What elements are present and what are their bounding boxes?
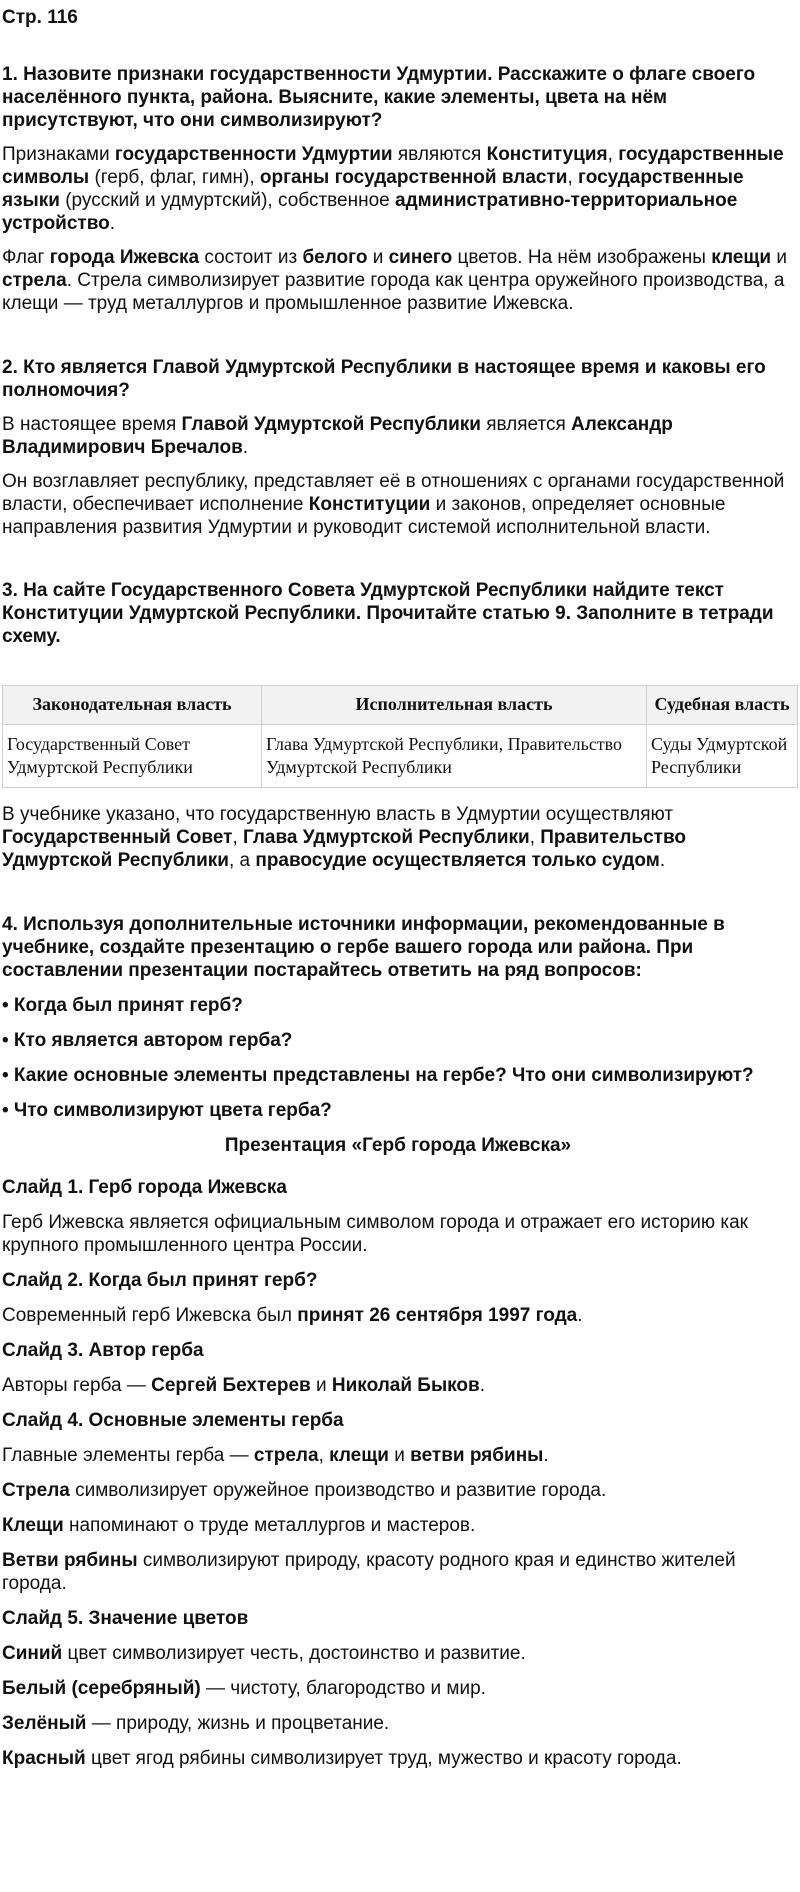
bold-text: клещи [329, 1445, 389, 1466]
table-header-cell: Судебная власть [647, 686, 798, 725]
bold-text: административно-территориальное устройство [2, 190, 738, 234]
slide-3-title: Слайд 3. Автор герба [2, 1340, 204, 1361]
text-run: цвет символизирует честь, достоинство и развитие. [62, 1643, 526, 1664]
bullet-item: • Какие основные элементы представлены на гербе? Что они символизируют? [2, 1065, 754, 1086]
text-run: . [479, 1375, 486, 1396]
text-run: , [318, 1445, 330, 1466]
slide-4-title: Слайд 4. Основные элементы герба [2, 1410, 344, 1431]
bullet-item: • Что символизируют цвета герба? [2, 1100, 332, 1121]
slide-2-title: Слайд 2. Когда был принят герб? [2, 1270, 318, 1291]
text-run: и законов, определяет основные направления развития Удмуртии и руководит системой исполнительной власти. [2, 494, 726, 538]
text-run: — чистоту, благородство и мир. [200, 1678, 486, 1699]
question-3: 3. На сайте Государственного Совета Удмуртской Республики найдите текст Конституции Удмуртской Республики. Прочитайте статью 9. Заполните в тетради схему. [2, 580, 774, 647]
text-run: цветов. На нём изображены [452, 247, 712, 268]
bold-text: Белый (серебряный) [2, 1678, 201, 1699]
power-branches-table [2, 685, 798, 788]
table-cell: Государственный Совет Удмуртской Республики [3, 725, 262, 788]
bullet-item: • Когда был принят герб? [2, 995, 243, 1016]
table-cell: Глава Удмуртской Республики, Правительство Удмуртской Республики [262, 725, 647, 788]
bold-text: стрела [253, 1445, 319, 1466]
text-run: . [543, 1445, 549, 1466]
bold-text: принят 26 сентября 1997 года [297, 1305, 578, 1326]
bold-text: государственности Удмуртии [114, 144, 393, 165]
slide-5-text [2, 1747, 794, 1770]
bold-text: Ветви рябины [2, 1550, 138, 1571]
bold-text: Государственный Совет [2, 827, 233, 848]
text-run: . Стрела символизирует развитие города как центра оружейного производства, а клещи — труд металлургов и промышленное развитие Ижевска. [2, 270, 785, 314]
slide-2-text [2, 1304, 794, 1327]
question-2: 2. Кто является Главой Удмуртской Республики в настоящее время и каковы его полномочия? [2, 357, 766, 401]
text-run: . [109, 213, 116, 234]
slide-1-text [2, 1211, 794, 1257]
bold-text: Зелёный [2, 1713, 87, 1734]
bold-text: Конституция [486, 144, 608, 165]
answer-2-paragraph-1 [2, 413, 794, 459]
bold-text: ветви рябины [410, 1445, 544, 1466]
text-run: В учебнике указано, что государственную власть в Удмуртии осуществляют [2, 804, 674, 825]
bold-text: Сергей Бехтерев [151, 1375, 311, 1396]
slide-5-text [2, 1712, 794, 1735]
bullet-item: • Кто является автором герба? [2, 1030, 293, 1051]
text-run: . [577, 1305, 583, 1326]
bold-text: органы государственной власти [259, 167, 568, 188]
table-header-cell: Исполнительная власть [262, 686, 647, 725]
text-run: являются [392, 144, 487, 165]
page-number: Стр. 116 [2, 7, 78, 28]
answer-3-paragraph [2, 803, 794, 872]
bold-text: Главой Удмуртской Республики [181, 414, 481, 435]
text-run: Авторы герба — [2, 1375, 152, 1396]
answer-1-paragraph-1 [2, 143, 794, 235]
text-run: Современный герб Ижевска был [2, 1305, 298, 1326]
bold-text: Стрела [2, 1480, 70, 1501]
bold-text: Глава Удмуртской Республики [243, 827, 530, 848]
text-run: , [529, 827, 541, 848]
bold-text: города Ижевска [49, 247, 200, 268]
text-run: напоминают о труде металлургов и мастеров. [63, 1515, 476, 1536]
text-run: символизируют природу, красоту родного края и единство жителей города. [2, 1550, 736, 1594]
slide-4-text [2, 1514, 794, 1537]
text-run: Главные элементы герба — [2, 1445, 254, 1466]
text-run: и [771, 247, 787, 268]
table-header-row [3, 686, 798, 725]
text-run: В настоящее время [2, 414, 182, 435]
slide-4-text [2, 1479, 794, 1502]
text-run: символизирует оружейное производство и развитие города. [69, 1480, 607, 1501]
text-run: состоит из [199, 247, 303, 268]
text-run: Флаг [2, 247, 50, 268]
bold-text: стрела [2, 270, 67, 291]
text-run: , [607, 144, 619, 165]
text-run: , [232, 827, 244, 848]
bold-text: государственные символы [2, 144, 784, 188]
answer-1-paragraph-2 [2, 246, 794, 315]
slide-4-text [2, 1549, 794, 1595]
bold-text: синего [388, 247, 453, 268]
text-run: (герб, флаг, гимн), [89, 167, 260, 188]
bold-text: государственные языки [2, 167, 744, 211]
table-row [3, 725, 798, 788]
bold-text: клещи [711, 247, 772, 268]
document-page [0, 6, 794, 1770]
text-run: — природу, жизнь и процветание. [86, 1713, 390, 1734]
slide-4-text [2, 1444, 794, 1467]
text-run: Он возглавляет республику, представляет её в отношениях с органами государственной власти, обеспечивает исполнение [2, 471, 785, 515]
bold-text: Александр Владимирович Бречалов [2, 414, 673, 458]
table-cell: Суды Удмуртской Республики [647, 725, 798, 788]
slide-3-text [2, 1374, 794, 1397]
text-run: и [310, 1375, 332, 1396]
slide-5-title: Слайд 5. Значение цветов [2, 1608, 249, 1629]
bold-text: Синий [2, 1643, 63, 1664]
question-1: 1. Назовите признаки государственности Удмуртии. Расскажите о флаге своего населённого пункта, района. Выясните, какие элементы, цвета на нём присутствуют, что они символизируют? [2, 64, 756, 131]
bold-text: Правительство Удмуртской Республики [2, 827, 686, 871]
bold-text: Конституции [308, 494, 431, 515]
bold-text: Николай Быков [331, 1375, 480, 1396]
text-run: , [567, 167, 579, 188]
text-run: . [659, 850, 666, 871]
question-4: 4. Используя дополнительные источники информации, рекомендованные в учебнике, создайте презентацию о гербе вашего города или района. При составлении презентации постарайтесь ответить на ряд вопросов: [2, 914, 725, 981]
text-run: является [480, 414, 572, 435]
table-header-cell: Законодательная власть [3, 686, 262, 725]
text-run: , а [228, 850, 256, 871]
text-run: цвет ягод рябины символизирует труд, мужество и красоту города. [85, 1748, 682, 1769]
bold-text: правосудие осуществляется только судом [255, 850, 660, 871]
text-run: и [388, 1445, 411, 1466]
bold-text: Красный [2, 1748, 86, 1769]
text-run: Признаками [2, 144, 115, 165]
text-run: и [367, 247, 389, 268]
bold-text: белого [302, 247, 368, 268]
slide-1-title: Слайд 1. Герб города Ижевска [2, 1177, 287, 1198]
presentation-title: Презентация «Герб города Ижевска» [224, 1135, 572, 1156]
slide-5-text [2, 1642, 794, 1665]
bold-text: Клещи [2, 1515, 64, 1536]
text-run: (русский и удмуртский), собственное [59, 190, 395, 211]
text-run: Герб Ижевска является официальным символом города и отражает его историю как крупного промышленного центра России. [2, 1212, 748, 1256]
answer-2-paragraph-2 [2, 470, 794, 539]
text-run: . [242, 437, 249, 458]
slide-5-text [2, 1677, 794, 1700]
